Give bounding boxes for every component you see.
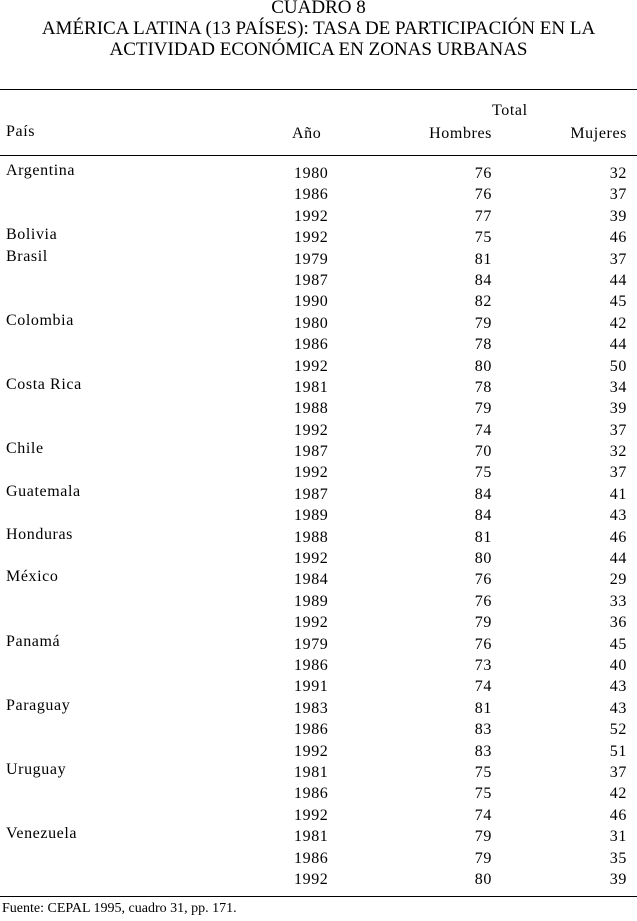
cell-women: 46	[609, 806, 627, 824]
cell-women: 41	[609, 485, 627, 503]
table-row	[0, 249, 637, 270]
cell-year: 1986	[294, 656, 329, 674]
header-year: Año	[292, 125, 322, 142]
cell-women: 37	[609, 250, 627, 268]
cell-women: 46	[609, 528, 627, 546]
cell-year: 1992	[294, 421, 329, 439]
cell-men: 82	[474, 293, 492, 311]
cell-year: 1988	[294, 400, 329, 418]
cell-country: Uruguay	[6, 760, 67, 778]
table-row	[0, 591, 637, 612]
cell-men: 81	[474, 699, 492, 717]
cell-women: 44	[609, 336, 627, 354]
cell-year: 1986	[294, 186, 329, 204]
cell-year: 1981	[294, 828, 329, 846]
cell-men: 73	[474, 656, 492, 674]
table-row	[0, 848, 637, 869]
table-body	[0, 163, 637, 890]
cell-year: 1992	[294, 614, 329, 632]
table-row	[0, 783, 637, 804]
cell-year: 1986	[294, 785, 329, 803]
cell-women: 37	[609, 763, 627, 781]
cell-women: 43	[609, 507, 627, 525]
cell-women: 33	[609, 592, 627, 610]
table-row	[0, 505, 637, 526]
cell-women: 34	[609, 378, 627, 396]
cell-men: 84	[474, 507, 492, 525]
table-row	[0, 569, 637, 590]
cell-men: 74	[474, 806, 492, 824]
cell-men: 80	[474, 550, 492, 568]
cell-year: 1990	[294, 293, 329, 311]
cell-men: 75	[474, 763, 492, 781]
cell-women: 42	[609, 314, 627, 332]
cell-women: 37	[609, 421, 627, 439]
cell-men: 84	[474, 485, 492, 503]
cell-women: 43	[609, 678, 627, 696]
cell-men: 77	[474, 207, 492, 225]
cell-men: 76	[474, 571, 492, 589]
table-row	[0, 334, 637, 355]
table-row	[0, 719, 637, 740]
table-row	[0, 698, 637, 719]
cell-men: 76	[474, 165, 492, 182]
table-row	[0, 484, 637, 505]
cell-year: 1980	[294, 314, 329, 332]
cell-women: 45	[609, 293, 627, 311]
cell-year: 1979	[294, 250, 329, 268]
table-row	[0, 163, 637, 184]
table-row	[0, 441, 637, 462]
cell-year: 1979	[294, 635, 329, 653]
cell-men: 80	[474, 870, 492, 888]
table-row	[0, 869, 637, 890]
cell-men: 74	[474, 678, 492, 696]
cell-country: Honduras	[6, 525, 74, 543]
table-number: CUADRO 8	[271, 0, 366, 18]
cell-men: 74	[474, 421, 492, 439]
cell-country: Argentina	[6, 162, 76, 179]
cell-year: 1992	[294, 870, 329, 888]
cell-women: 44	[609, 550, 627, 568]
table-row	[0, 676, 637, 697]
cell-country: Panamá	[6, 632, 61, 650]
cell-country: Chile	[6, 440, 44, 458]
table-row	[0, 313, 637, 334]
cell-women: 46	[609, 229, 627, 247]
cell-men: 76	[474, 186, 492, 204]
cell-men: 79	[474, 849, 492, 867]
cell-year: 1986	[294, 336, 329, 354]
cell-men: 76	[474, 635, 492, 653]
cell-women: 31	[609, 828, 627, 846]
cell-year: 1992	[294, 207, 329, 225]
cell-women: 42	[609, 785, 627, 803]
table-row	[0, 227, 637, 248]
table-row	[0, 291, 637, 312]
cell-men: 70	[474, 443, 492, 461]
cell-women: 50	[609, 357, 627, 375]
cell-year: 1989	[294, 592, 329, 610]
cell-year: 1980	[294, 165, 329, 182]
cell-men: 75	[474, 464, 492, 482]
cell-year: 1991	[294, 678, 329, 696]
table-row	[0, 462, 637, 483]
cell-men: 83	[474, 721, 492, 739]
cell-women: 39	[609, 207, 627, 225]
cell-men: 83	[474, 742, 492, 760]
cell-women: 29	[609, 571, 627, 589]
cell-year: 1987	[294, 485, 329, 503]
cell-year: 1989	[294, 507, 329, 525]
cell-men: 78	[474, 336, 492, 354]
cell-year: 1981	[294, 763, 329, 781]
cell-men: 80	[474, 357, 492, 375]
top-rule	[0, 89, 637, 90]
table-row	[0, 826, 637, 847]
cell-women: 37	[609, 186, 627, 204]
header-total: Total	[492, 102, 528, 119]
cell-women: 45	[609, 635, 627, 653]
header-women: Mujeres	[570, 125, 627, 142]
cell-year: 1992	[294, 806, 329, 824]
cell-women: 39	[609, 870, 627, 888]
table-row	[0, 634, 637, 655]
header-rule	[0, 155, 637, 156]
cell-year: 1987	[294, 443, 329, 461]
bottom-rule	[0, 896, 637, 897]
cell-year: 1981	[294, 378, 329, 396]
cell-year: 1988	[294, 528, 329, 546]
table-row	[0, 377, 637, 398]
cell-year: 1992	[294, 464, 329, 482]
cell-country: Costa Rica	[6, 375, 82, 393]
cell-women: 43	[609, 699, 627, 717]
cell-men: 75	[474, 785, 492, 803]
cell-year: 1984	[294, 571, 329, 589]
cell-women: 39	[609, 400, 627, 418]
cell-country: Bolivia	[6, 226, 58, 244]
cell-year: 1986	[294, 721, 329, 739]
cell-men: 79	[474, 828, 492, 846]
cell-women: 32	[609, 443, 627, 461]
cell-women: 35	[609, 849, 627, 867]
cell-women: 32	[609, 165, 627, 182]
cell-men: 84	[474, 271, 492, 289]
table-row	[0, 206, 637, 227]
cell-men: 79	[474, 314, 492, 332]
cell-country: Brasil	[6, 247, 48, 265]
table-row	[0, 655, 637, 676]
cell-women: 37	[609, 464, 627, 482]
cell-year: 1992	[294, 742, 329, 760]
cell-men: 75	[474, 229, 492, 247]
table-row	[0, 356, 637, 377]
cell-men: 78	[474, 378, 492, 396]
cell-men: 76	[474, 592, 492, 610]
table-row	[0, 612, 637, 633]
table-row	[0, 548, 637, 569]
cell-women: 51	[609, 742, 627, 760]
cell-women: 44	[609, 271, 627, 289]
table-row	[0, 527, 637, 548]
cell-country: Colombia	[6, 311, 74, 329]
cell-men: 81	[474, 250, 492, 268]
cell-country: Guatemala	[6, 482, 81, 500]
cell-men: 79	[474, 400, 492, 418]
cell-year: 1992	[294, 357, 329, 375]
table-title-line-2: ACTIVIDAD ECONÓMICA EN ZONAS URBANAS	[109, 39, 528, 60]
cell-country: Paraguay	[6, 696, 71, 714]
table-title-line-1: AMÉRICA LATINA (13 PAÍSES): TASA DE PARTICIPACIÓN EN LA	[41, 18, 596, 39]
cell-year: 1992	[294, 550, 329, 568]
table-row	[0, 398, 637, 419]
table-row	[0, 805, 637, 826]
cell-year: 1992	[294, 229, 329, 247]
table-row	[0, 762, 637, 783]
header-country: País	[6, 123, 36, 140]
cell-men: 81	[474, 528, 492, 546]
cell-women: 52	[609, 721, 627, 739]
table-row	[0, 420, 637, 441]
header-men: Hombres	[429, 125, 492, 142]
table-row	[0, 270, 637, 291]
cell-men: 79	[474, 614, 492, 632]
cell-year: 1983	[294, 699, 329, 717]
source-note: Fuente: CEPAL 1995, cuadro 31, pp. 171.	[2, 901, 237, 916]
table-row	[0, 741, 637, 762]
cell-year: 1987	[294, 271, 329, 289]
cell-women: 40	[609, 656, 627, 674]
cell-country: Venezuela	[6, 825, 78, 843]
cell-women: 36	[609, 614, 627, 632]
cell-country: México	[6, 568, 59, 586]
table-row	[0, 184, 637, 205]
cell-year: 1986	[294, 849, 329, 867]
